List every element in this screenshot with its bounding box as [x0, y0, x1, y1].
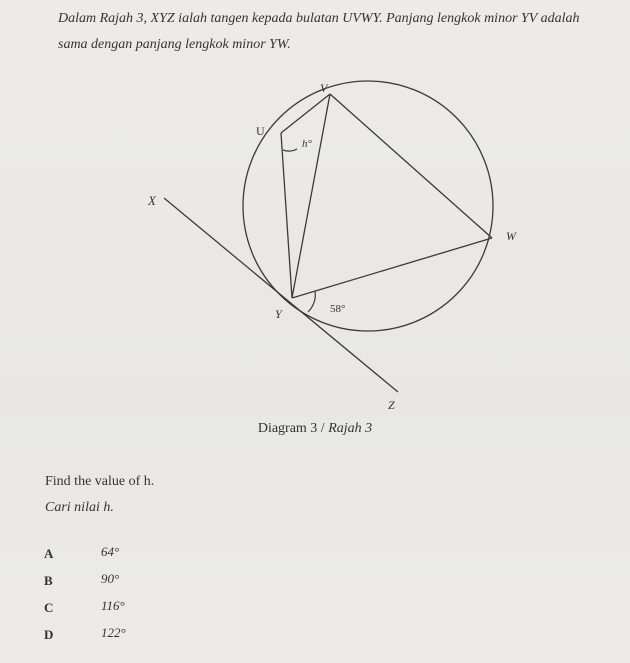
chord-vy: [292, 94, 330, 298]
caption-ms: Rajah 3: [328, 421, 373, 436]
label-z: Z: [388, 398, 395, 412]
label-angle-58: 58°: [330, 303, 346, 315]
option-d-letter[interactable]: D: [44, 627, 54, 642]
question-english: Find the value of h.: [45, 474, 155, 489]
intro-line-1: Dalam Rajah 3, XYZ ialah tangen kepada bulatan UVWY. Panjang lengkok minor YV adalah: [58, 11, 580, 26]
angle-h-arc: [283, 149, 297, 151]
option-a-value[interactable]: 64°: [101, 544, 120, 559]
option-c-value[interactable]: 116°: [101, 598, 125, 613]
label-u: U: [256, 124, 265, 138]
option-b-value[interactable]: 90°: [101, 571, 120, 586]
chord-uv: [281, 94, 330, 133]
option-b-letter[interactable]: B: [44, 573, 53, 588]
label-w: W: [506, 229, 516, 243]
chord-vw: [330, 94, 492, 238]
diagram-caption: [0, 421, 630, 437]
label-y: Y: [275, 307, 282, 321]
label-v: V: [320, 81, 328, 95]
caption-en: Diagram 3 /: [257, 421, 329, 436]
angle-58-arc: [308, 291, 315, 312]
question-malay: Cari nilai h.: [45, 500, 114, 515]
label-angle-h: h°: [302, 138, 312, 150]
option-a-letter[interactable]: A: [44, 546, 54, 561]
label-x: X: [148, 193, 156, 208]
option-c-letter[interactable]: C: [44, 600, 54, 615]
intro-line-2: sama dengan panjang lengkok minor YW.: [58, 37, 291, 52]
chord-yu: [281, 133, 292, 298]
tangent-line-xyz: [164, 198, 398, 392]
option-d-value[interactable]: 122°: [101, 625, 126, 640]
